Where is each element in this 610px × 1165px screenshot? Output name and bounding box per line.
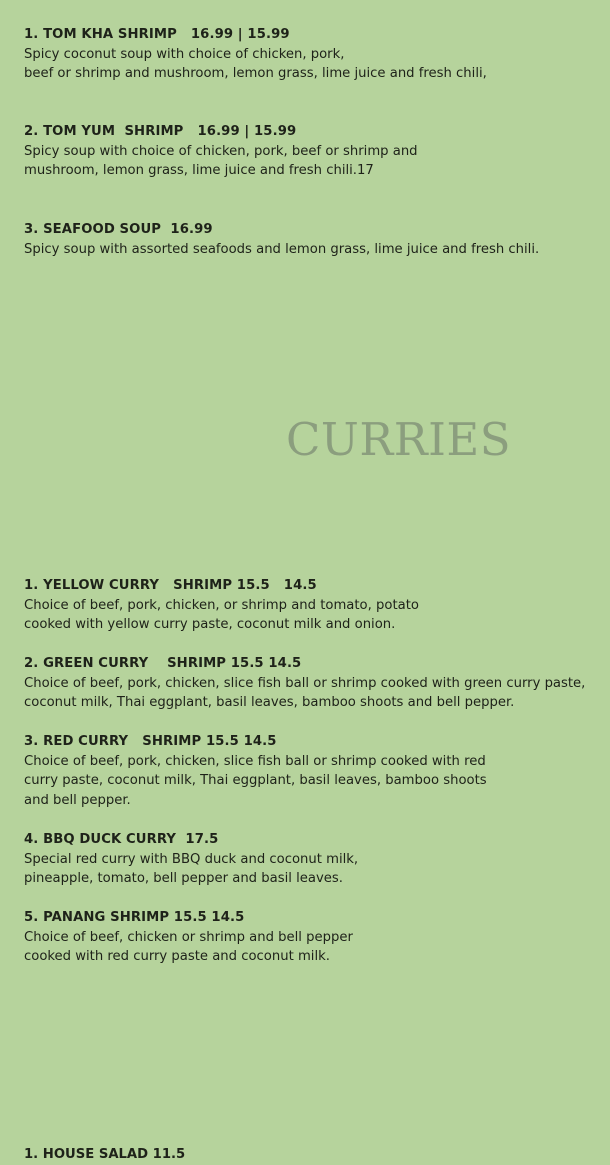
menu-item-title: 3. RED CURRY SHRIMP 15.5 14.5 xyxy=(24,734,277,749)
menu-item-description-line: mushroom, lemon grass, lime juice and fresh chili.17 xyxy=(24,163,374,178)
menu-item-description-line: Choice of beef, chicken or shrimp and bell pepper xyxy=(24,929,353,945)
menu-item-description-line: beef or shrimp and mushroom, lemon grass, lime juice and fresh chili, xyxy=(24,66,487,81)
menu-item-description-line: Special red curry with BBQ duck and coconut milk, xyxy=(24,851,359,867)
menu-item-description-line: Spicy soup with choice of chicken, pork, beef or shrimp and xyxy=(24,143,418,159)
menu-item-yellow-curry xyxy=(24,576,419,635)
menu-item-description-line: Choice of beef, pork, chicken, slice fish ball or shrimp cooked with red xyxy=(24,753,486,769)
menu-item-bbq-duck-curry xyxy=(24,830,358,889)
menu-item-green-curry xyxy=(24,654,585,713)
menu-item-house-salad-partial: 1. HOUSE SALAD 11.5 xyxy=(24,1147,186,1162)
menu-item-tom-kha-shrimp xyxy=(24,25,487,84)
menu-item-tom-yum-shrimp xyxy=(24,122,418,181)
section-heading-curries: CURRIES xyxy=(286,413,512,466)
menu-item-title: 3. SEAFOOD SOUP 16.99 xyxy=(24,222,213,237)
menu-item-description-line: Spicy soup with assorted seafoods and lemon grass, lime juice and fresh chili. xyxy=(24,241,540,257)
menu-item-description-line: pineapple, tomato, bell pepper and basil leaves. xyxy=(24,871,343,886)
menu-item-title: 2. TOM YUM SHRIMP 16.99 | 15.99 xyxy=(24,124,297,139)
menu-item-description-line: Choice of beef, pork, chicken, or shrimp and tomato, potato xyxy=(24,597,419,613)
menu-item-seafood-soup xyxy=(24,220,539,259)
menu-item-title: 4. BBQ DUCK CURRY 17.5 xyxy=(24,832,219,847)
menu-item-description-line: Spicy coconut soup with choice of chicken, pork, xyxy=(24,46,345,62)
menu-item-description-line: cooked with red curry paste and coconut milk. xyxy=(24,949,330,964)
menu-item-description-line: curry paste, coconut milk, Thai eggplant, basil leaves, bamboo shoots xyxy=(24,773,487,788)
menu-item-description-line: Choice of beef, pork, chicken, slice fish ball or shrimp cooked with green curry paste, xyxy=(24,675,586,691)
menu-item-description-line: cooked with yellow curry paste, coconut milk and onion. xyxy=(24,617,396,632)
menu-item-title: 2. GREEN CURRY SHRIMP 15.5 14.5 xyxy=(24,656,302,671)
menu-item-description-line: and bell pepper. xyxy=(24,792,131,808)
menu-item-title: 1. TOM KHA SHRIMP 16.99 | 15.99 xyxy=(24,27,290,42)
menu-item-description-line: coconut milk, Thai eggplant, basil leaves, bamboo shoots and bell pepper. xyxy=(24,695,515,710)
menu-item-red-curry xyxy=(24,732,487,810)
menu-item-panang-shrimp xyxy=(24,908,353,967)
menu-item-title: 1. YELLOW CURRY SHRIMP 15.5 14.5 xyxy=(24,578,317,593)
menu-item-title: 5. PANANG SHRIMP 15.5 14.5 xyxy=(24,910,245,925)
